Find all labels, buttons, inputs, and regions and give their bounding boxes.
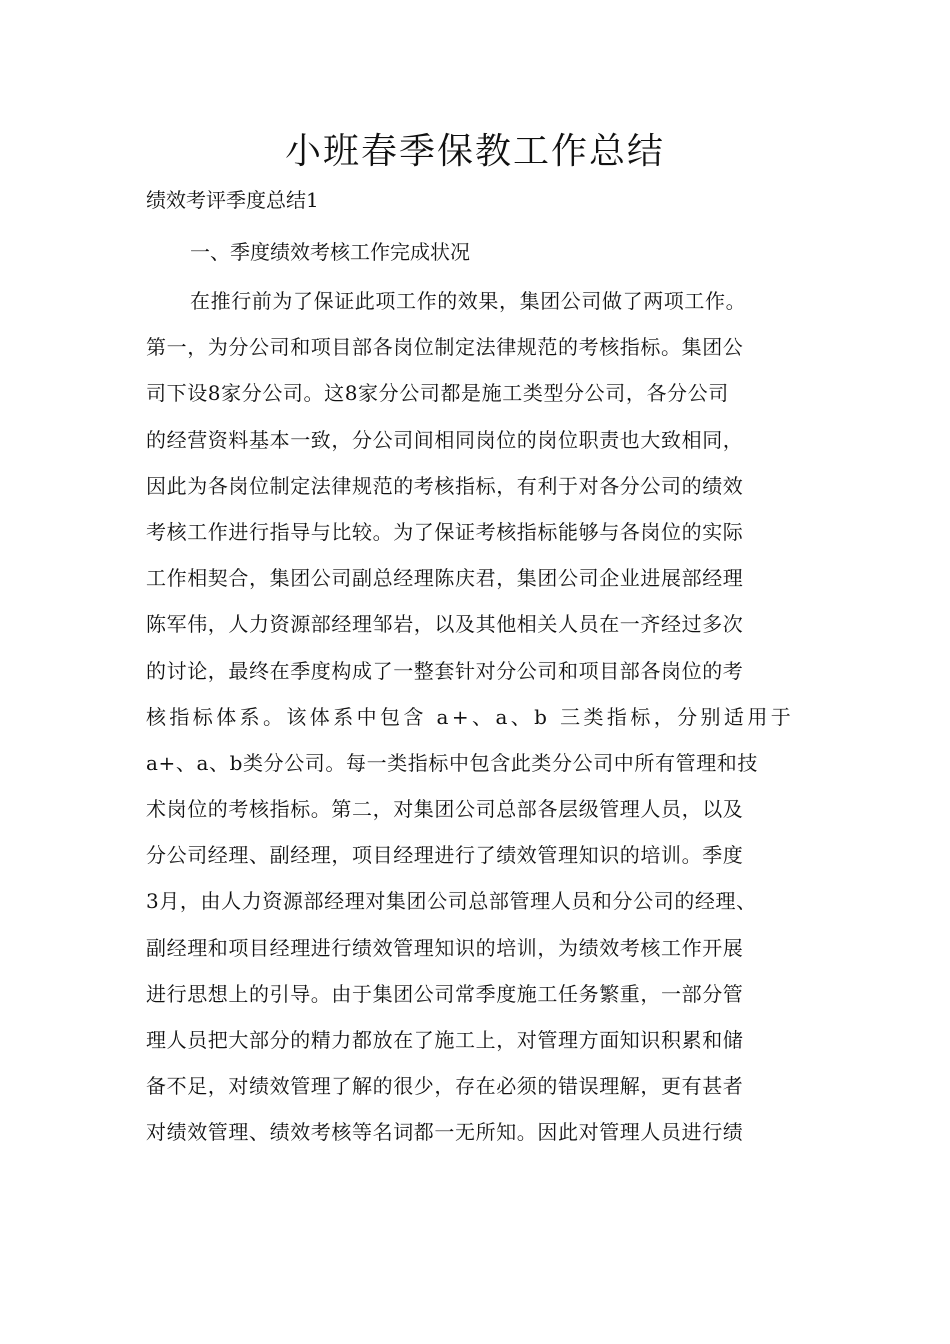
body-line: a+、a、b类分公司。每一类指标中包含此类分公司中所有管理和技 <box>146 750 759 775</box>
body-line: 术岗位的考核指标。第二，对集团公司总部各层级管理人员，以及 <box>146 797 744 822</box>
body-line: 核指标体系。该体系中包含 a+、a、b 三类指标，分别适用于 <box>146 704 795 729</box>
body-line: 副经理和项目经理进行绩效管理知识的培训，为绩效考核工作开展 <box>146 935 744 960</box>
body-line: 第一，为分公司和项目部各岗位制定法律规范的考核指标。集团公 <box>146 335 744 360</box>
body-line: 司下设8家分公司。这8家分公司都是施工类型分公司，各分公司 <box>146 381 729 406</box>
body-line: 分公司经理、副经理，项目经理进行了绩效管理知识的培训。季度 <box>146 843 744 868</box>
body-line: 理人员把大部分的精力都放在了施工上，对管理方面知识积累和储 <box>146 1028 744 1052</box>
document-title: 小班春季保教工作总结 <box>284 131 665 172</box>
body-line: 陈军伟，人力资源部经理邹岩，以及其他相关人员在一齐经过多次 <box>146 612 744 637</box>
body-line: 因此为各岗位制定法律规范的考核指标，有利于对各分公司的绩效 <box>146 473 744 498</box>
body-line: 的讨论，最终在季度构成了一整套针对分公司和项目部各岗位的考 <box>146 658 744 683</box>
body-line: 3月，由人力资源部经理对集团公司总部管理人员和分公司的经理、 <box>146 889 757 914</box>
document-subtitle: 绩效考评季度总结1 <box>146 188 319 212</box>
section-heading: 一、季度绩效考核工作完成状况 <box>190 240 470 264</box>
body-line: 在推行前为了保证此项工作的效果，集团公司做了两项工作。 <box>190 289 747 313</box>
body-text <box>146 285 826 1163</box>
body-line: 工作相契合，集团公司副总经理陈庆君，集团公司企业进展部经理 <box>146 566 744 591</box>
body-line: 考核工作进行指导与比较。为了保证考核指标能够与各岗位的实际 <box>146 519 744 544</box>
body-line: 对绩效管理、绩效考核等名词都一无所知。因此对管理人员进行绩 <box>146 1120 744 1145</box>
body-line: 备不足，对绩效管理了解的很少，存在必须的错误理解，更有甚者 <box>146 1074 744 1099</box>
body-line: 的经营资料基本一致，分公司间相同岗位的岗位职责也大致相同， <box>146 427 744 452</box>
body-line: 进行思想上的引导。由于集团公司常季度施工任务繁重，一部分管 <box>146 981 744 1006</box>
